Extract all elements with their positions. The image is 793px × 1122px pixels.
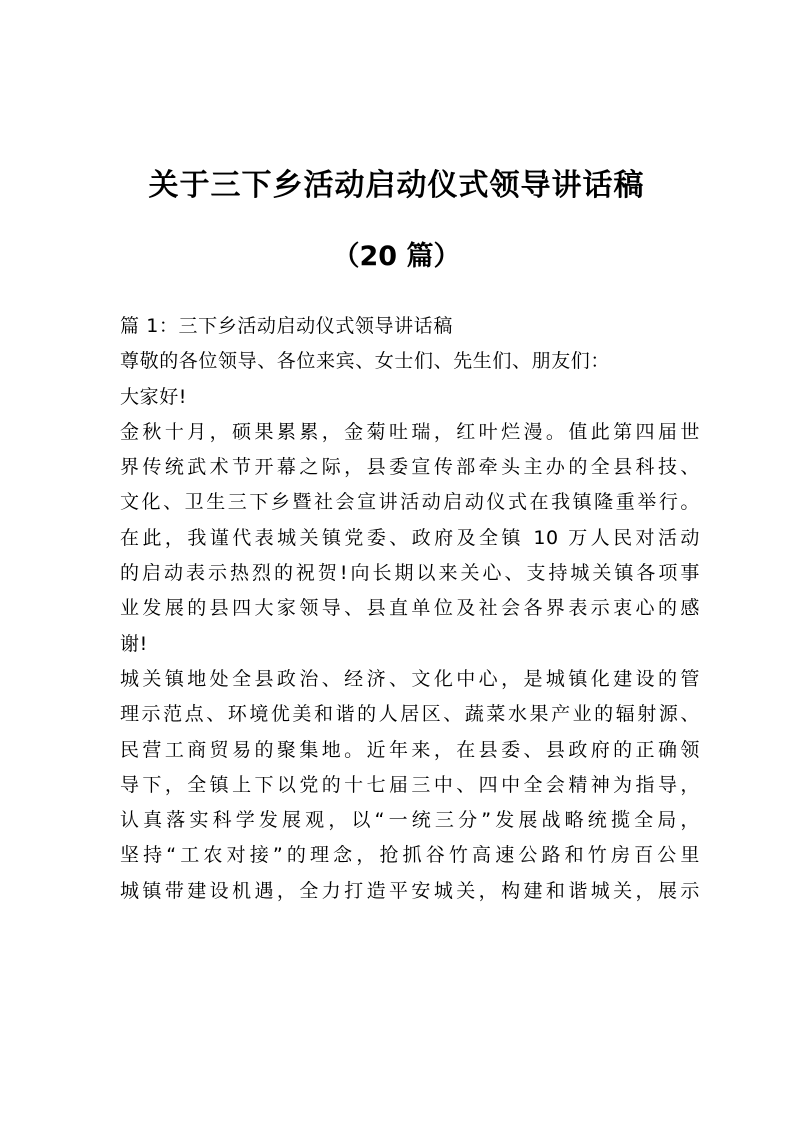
body-line: 的启动表示热烈的祝贺!向长期以来关心、支持城关镇各项事 bbox=[120, 562, 700, 585]
body-line: 业发展的县四大家领导、县直单位及社会各界表示衷心的感 bbox=[120, 597, 700, 620]
body-line: 认真落实科学发展观，以“一统三分”发展战略统揽全局， bbox=[120, 809, 700, 832]
body-line: 民营工商贸易的聚集地。近年来，在县委、县政府的正确领 bbox=[120, 738, 700, 761]
document-body bbox=[120, 309, 700, 909]
document-subtitle: （20 篇） bbox=[332, 241, 461, 272]
body-line: 导下，全镇上下以党的十七届三中、四中全会精神为指导， bbox=[120, 773, 700, 796]
body-line: 坚持“工农对接”的理念，抢抓谷竹高速公路和竹房百公里 bbox=[120, 844, 700, 867]
body-line: 城镇带建设机遇，全力打造平安城关，构建和谐城关，展示 bbox=[120, 879, 700, 902]
greeting-line: 大家好! bbox=[120, 385, 188, 408]
body-line: 在此，我谨代表城关镇党委、政府及全镇 10 万人民对活动 bbox=[120, 526, 700, 549]
body-line: 金秋十月，硕果累累，金菊吐瑞，红叶烂漫。值此第四届世 bbox=[120, 420, 700, 443]
body-line: 文化、卫生三下乡暨社会宣讲活动启动仪式在我镇隆重举行。 bbox=[120, 491, 700, 514]
section-heading: 篇 1：三下乡活动启动仪式领导讲话稿 bbox=[120, 315, 453, 337]
body-line: 城关镇地处全县政治、经济、文化中心，是城镇化建设的管 bbox=[120, 667, 700, 690]
salutation-line: 尊敬的各位领导、各位来宾、女士们、先生们、朋友们： bbox=[120, 350, 611, 373]
document-title: 关于三下乡活动启动仪式领导讲话稿 bbox=[148, 168, 645, 203]
body-line: 理示范点、环境优美和谐的人居区、蔬菜水果产业的辐射源、 bbox=[120, 703, 700, 726]
body-line: 谢! bbox=[120, 632, 148, 655]
body-line: 界传统武术节开幕之际，县委宣传部牵头主办的全县科技、 bbox=[120, 456, 700, 479]
